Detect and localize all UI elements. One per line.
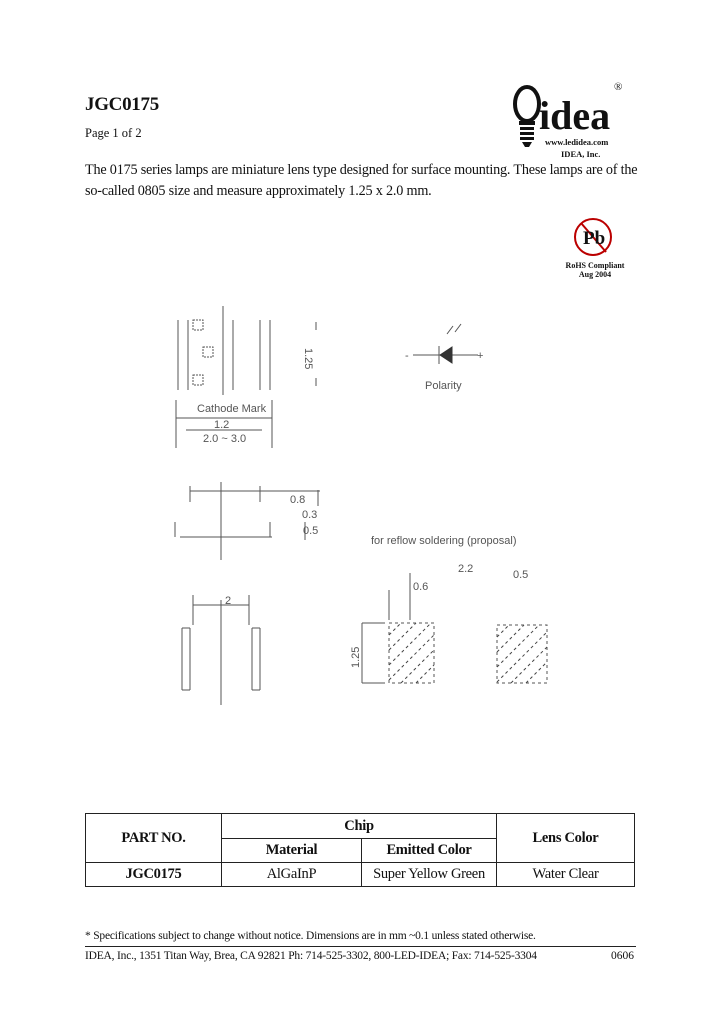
dim-0-5-pad: 0.5: [513, 569, 529, 581]
dim-1-25: 1.25: [302, 348, 314, 370]
footnote: * Specifications subject to change without notice. Dimensions are in mm ~0.1 unless stated otherwise.: [85, 930, 536, 942]
reflow-label: for reflow soldering (proposal): [371, 535, 517, 547]
cell-material: AlGaInP: [222, 863, 362, 887]
dim-0-5: 0.5: [303, 525, 319, 537]
idea-logo: [505, 76, 635, 176]
cell-lens: Water Clear: [497, 863, 635, 887]
header-lens-color: Lens Color: [497, 814, 635, 863]
dimension-drawing: [0, 290, 720, 710]
cell-emitted: Super Yellow Green: [362, 863, 497, 887]
header-part-no: PART NO.: [86, 814, 222, 863]
header-emitted-color: Emitted Color: [362, 839, 497, 863]
rohs-pb-free-icon: [562, 215, 632, 265]
header-material: Material: [222, 839, 362, 863]
dim-0-6: 0.6: [413, 581, 429, 593]
dim-2: 2: [225, 595, 232, 607]
parts-table: [85, 813, 635, 887]
part-number-title: JGC0175: [85, 94, 159, 115]
logo-company: IDEA, Inc.: [561, 149, 601, 159]
footer-divider: [85, 946, 636, 947]
intro-paragraph: The 0175 series lamps are miniature lens type designed for surface mounting. These lamps are of the so-called 0805 size and measure approximately 1.25 x 2.0 mm.: [85, 162, 638, 199]
rohs-line2: Aug 2004: [578, 270, 612, 279]
minus-sign: -: [405, 350, 409, 362]
cathode-mark-label: Cathode Mark: [197, 403, 267, 415]
dim-2-0-3-0: 2.0 ~ 3.0: [203, 433, 247, 445]
cell-part: JGC0175: [86, 863, 222, 887]
dim-0-3: 0.3: [302, 509, 318, 521]
logo-url: www.ledidea.com: [545, 137, 609, 147]
solder-pad-layout: [362, 573, 547, 683]
footer-address: IDEA, Inc., 1351 Titan Way, Brea, CA 92821 Ph: 714-525-3302, 800-LED-IDEA; Fax: 714-525-3304: [85, 950, 537, 962]
rohs-caption: [553, 261, 637, 279]
doc-code: 0606: [611, 950, 634, 962]
pb-symbol: Pb: [583, 228, 606, 249]
top-view: [176, 306, 316, 448]
page-indicator: Page 1 of 2: [85, 126, 142, 140]
polarity-label: Polarity: [425, 380, 462, 392]
end-view: [182, 595, 260, 705]
header-chip: Chip: [222, 814, 497, 839]
logo-wordmark: idea: [539, 93, 611, 138]
lightbulb-icon: [515, 87, 539, 147]
dim-1-2: 1.2: [214, 419, 230, 431]
registered-mark: ®: [614, 81, 623, 93]
dim-1-25-pad: 1.25: [350, 646, 362, 668]
polarity-diode-icon: [413, 324, 478, 364]
rohs-line1: RoHS Compliant: [565, 261, 625, 270]
dim-2-2: 2.2: [458, 563, 474, 575]
dim-0-8: 0.8: [290, 494, 306, 506]
table-row: [86, 863, 635, 887]
plus-sign: +: [477, 350, 484, 362]
